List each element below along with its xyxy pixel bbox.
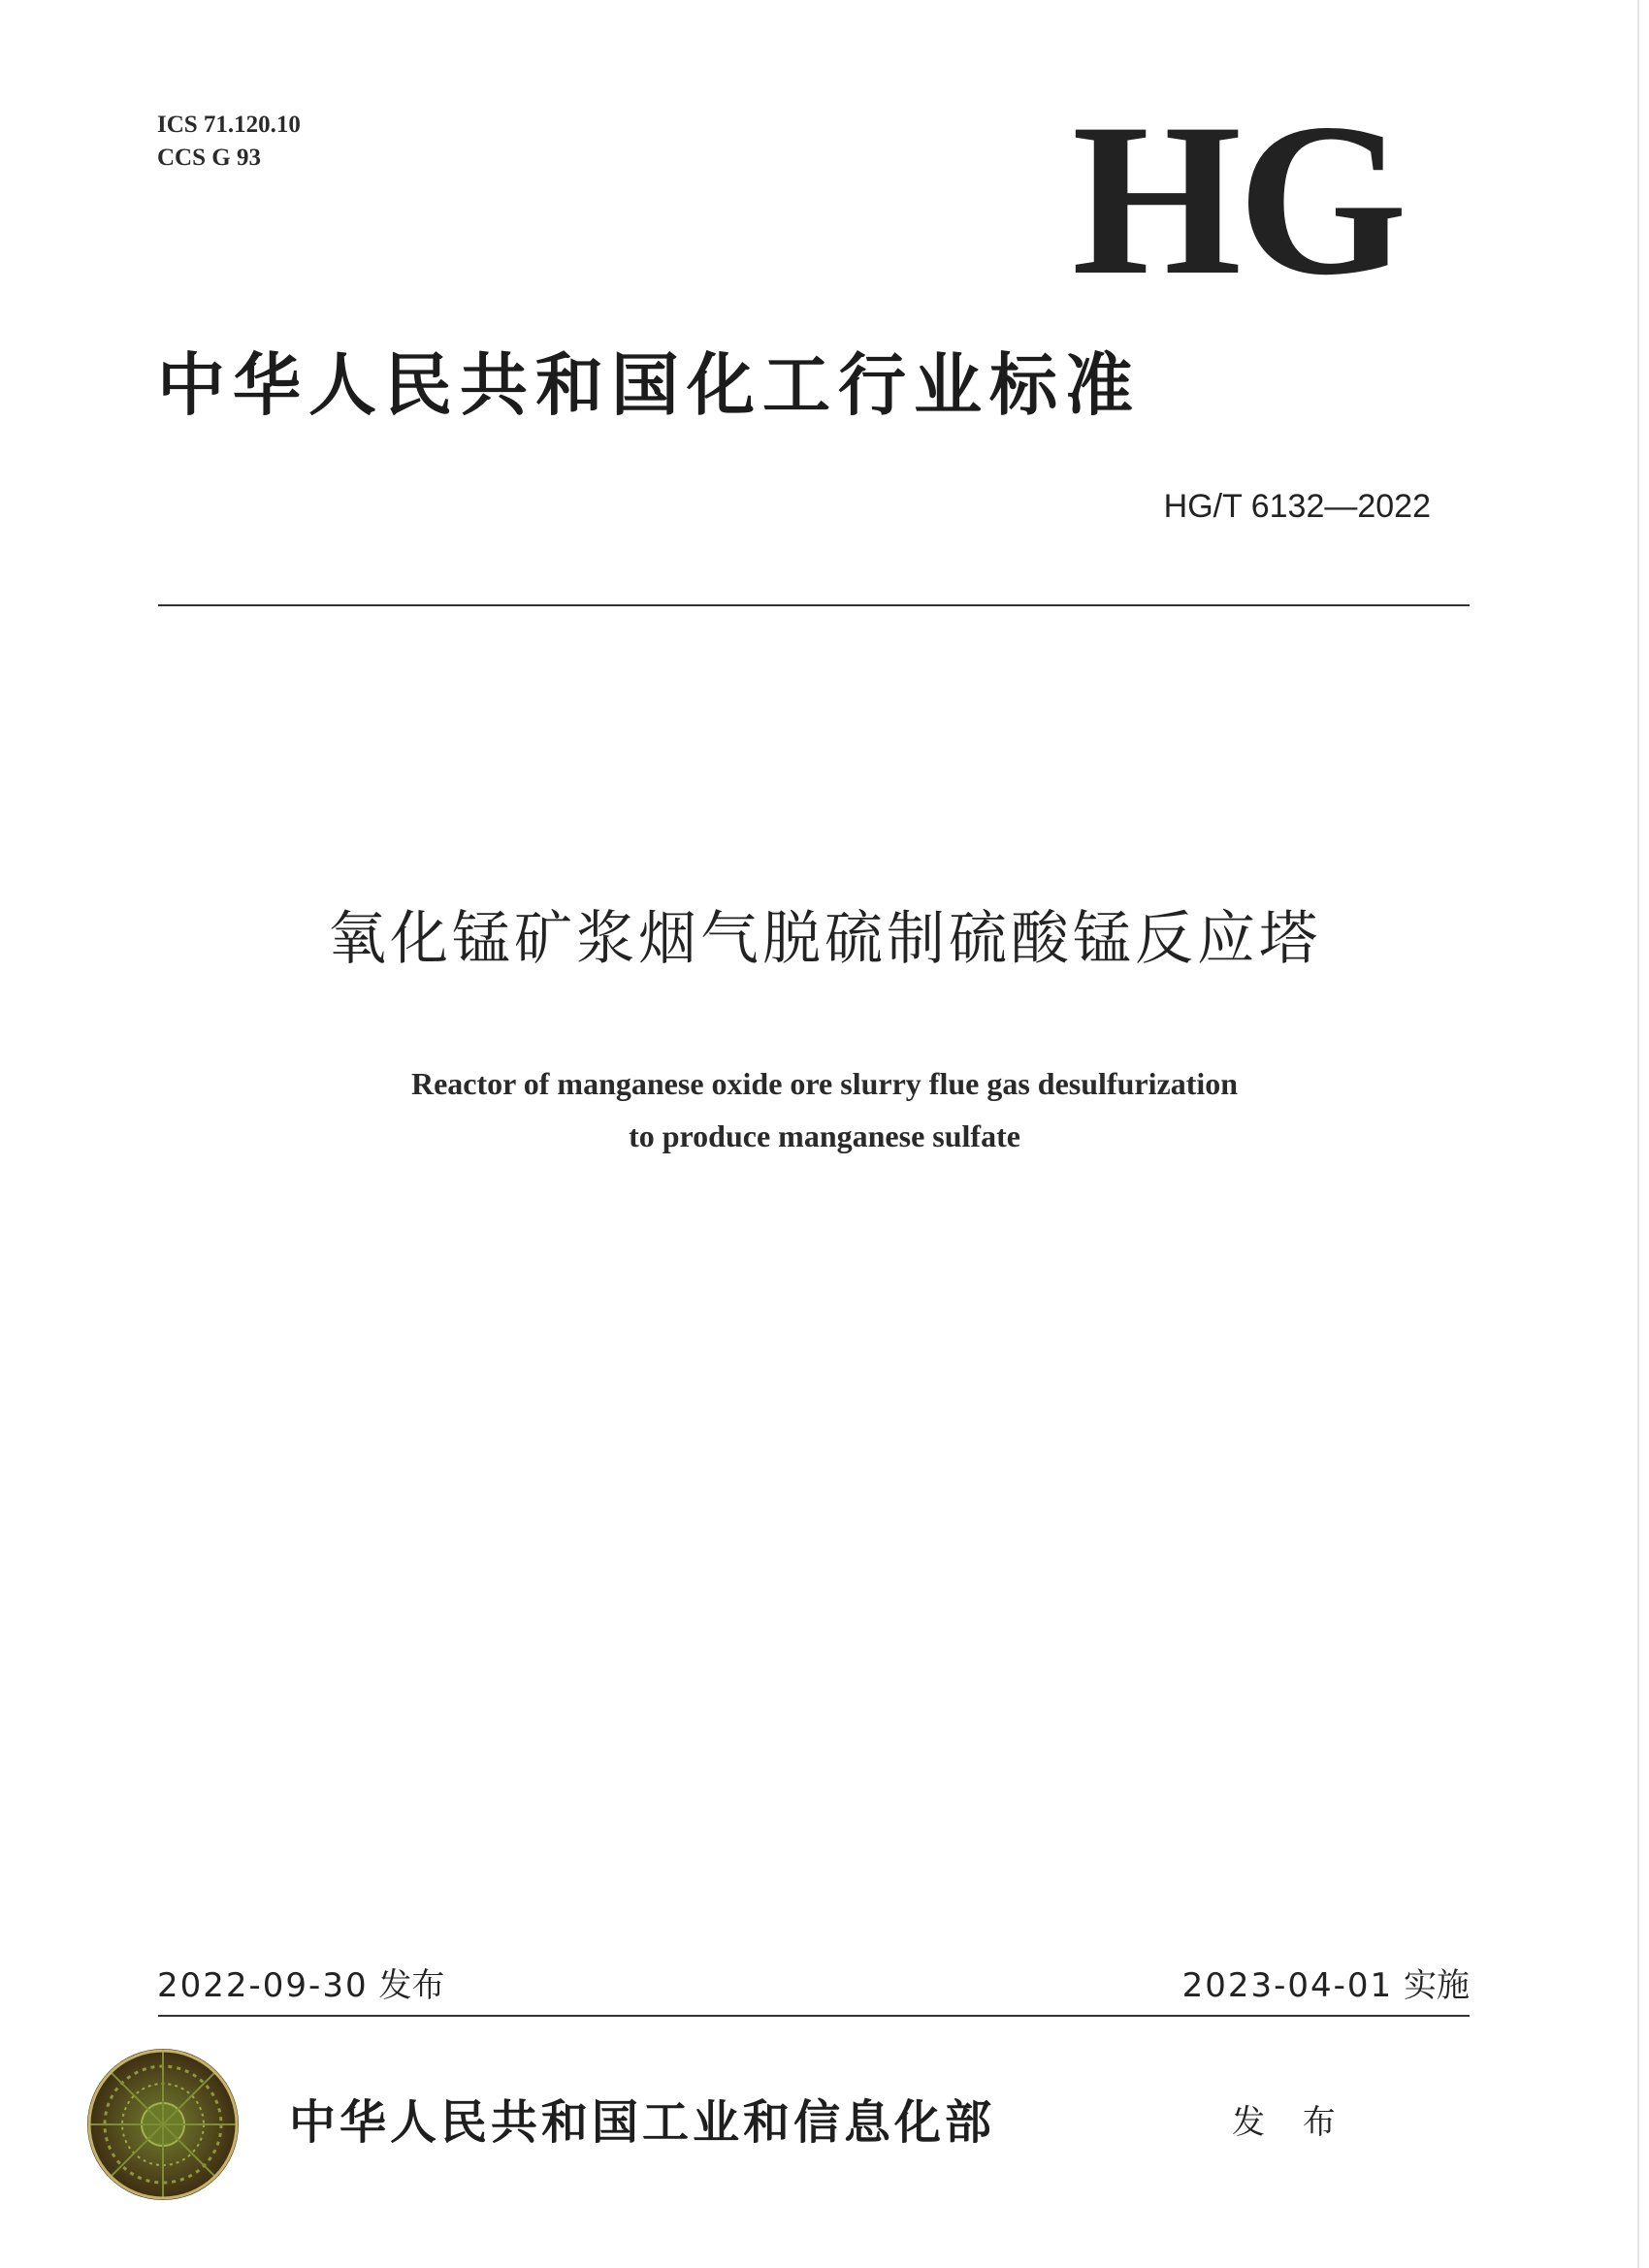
- english-title-line-2: to produce manganese sulfate: [629, 1118, 1020, 1153]
- implementation-date-block: [1116, 1965, 1470, 2006]
- standard-category-title: 中华人民共和国化工行业标准: [157, 345, 1141, 425]
- hg-standard-mark: HG: [1072, 78, 1405, 320]
- issue-label: 发布: [378, 1966, 445, 2005]
- implementation-label: 实施: [1404, 1966, 1470, 2005]
- page-edge-shadow: [1637, 0, 1639, 2268]
- publisher-name: 中华人民共和国工业和信息化部: [289, 2095, 996, 2150]
- chinese-title: 氧化锰矿浆烟气脱硫制硫酸锰反应塔: [328, 905, 1321, 973]
- ics-code: ICS 71.120.10: [157, 112, 301, 138]
- implementation-date: 2023-04-01: [1181, 1966, 1394, 2005]
- standard-number: HG/T 6132—2022: [1163, 488, 1431, 525]
- hologram-seal-icon: [85, 2047, 241, 2202]
- issue-date: 2022-09-30: [157, 1966, 369, 2005]
- top-divider: [158, 604, 1470, 606]
- publish-label: 发 布: [1232, 2103, 1349, 2142]
- english-title-line-1: Reactor of manganese oxide ore slurry flue gas desulfurization: [410, 1066, 1239, 1101]
- bottom-divider: [158, 2015, 1470, 2017]
- issue-date-block: [157, 1965, 444, 2006]
- ccs-code: CCS G 93: [157, 145, 261, 171]
- english-title: [97, 1057, 1552, 1162]
- classification-codes: [157, 109, 301, 175]
